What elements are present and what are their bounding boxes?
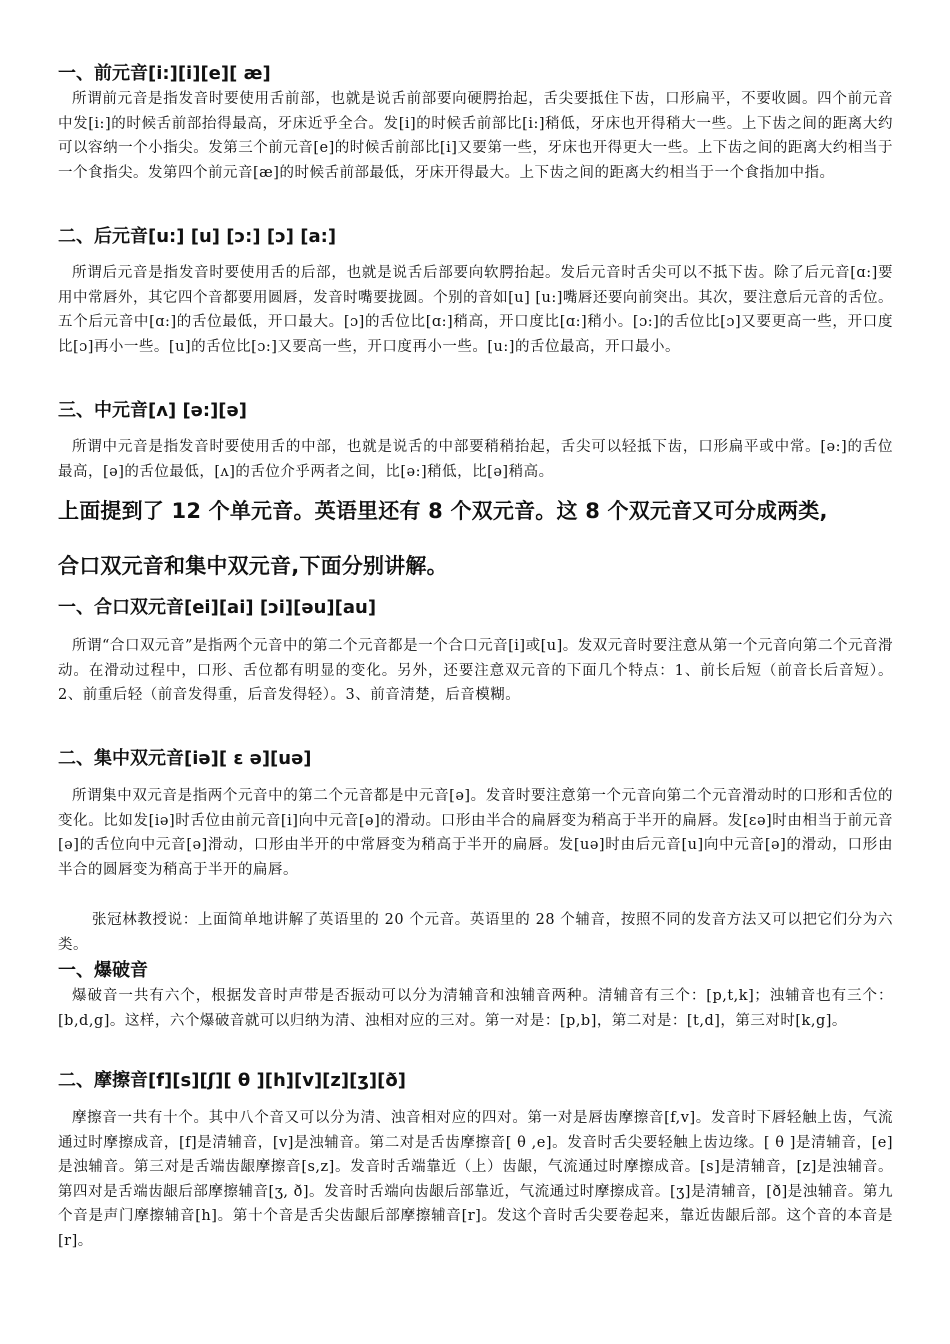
heading-front-vowels: 一、前元音[i:][i][e][ æ] bbox=[58, 63, 271, 84]
paragraph-centering-diphthongs: 所谓集中双元音是指两个元音中的第二个元音都是中元音[ə]。发音时要注意第一个元音向第二个元音滑动时的口形和舌位的变化。比如发[iə]时舌位由前元音[i]向中元音[ə]的滑动。口形由半合的扁唇变为稍高于半开的扁唇。发[ɛə]时由相当于前元音[ə]的舌位向中元音[ə]滑动，口形由半开的中常唇变为稍高于半开的扁唇。发[uə]时由后元音[u]向中元音[ə]的滑动，口形由半合的圆唇变为稍高于半开的扁唇。 bbox=[58, 788, 893, 878]
paragraph-central-vowels: 所谓中元音是指发音时要使用舌的中部，也就是说舌的中部要稍稍抬起，舌尖可以轻抵下齿，口形扁平或中常。[ə:]的舌位最高，[ə]的舌位最低，[ʌ]的舌位介乎两者之间，比[ə:]稍低，比[ə]稍高。 bbox=[58, 439, 893, 480]
heading-closing-diphthongs: 一、合口双元音[ei][ai] [ɔi][əu][au] bbox=[58, 597, 377, 618]
paragraph-consonant-note: 张冠林教授说：上面简单地讲解了英语里的 20 个元音。英语里的 28 个辅音，按照不同的发音方法又可以把它们分为六类。 bbox=[58, 912, 893, 953]
summary-line-1: 上面提到了 12 个单元音。英语里还有 8 个双元音。这 8 个双元音又可分成两类, bbox=[58, 499, 828, 523]
paragraph-back-vowels: 所谓后元音是指发音时要使用舌的后部，也就是说舌后部要向软腭抬起。发后元音时舌尖可以不抵下齿。除了后元音[ɑ:]要用中常唇外，其它四个音都要用圆唇，发音时嘴要拢圆。个别的音如[u] [u:]嘴唇还要向前突出。其次，要注意后元音的舌位。五个后元音中[ɑ:]的舌位最低，开口最大。[ɔ]的舌位比[ɑ:]稍高，开口度比[ɑ:]稍小。[ɔ:]的舌位比[ɔ]又要更高一些，开口度比[ɔ]再小一些。[u]的舌位比[ɔ:]又要高一些，开口度再小一些。[u:]的舌位最高，开口最小。 bbox=[58, 265, 893, 355]
paragraph-closing-diphthongs: 所谓“合口双元音”是指两个元音中的第二个元音都是一个合口元音[i]或[u]。发双元音时要注意从第一个元音向第二个元音滑动。在滑动过程中，口形、舌位都有明显的变化。另外，还要注意双元音的下面几个特点：1、前长后短（前音长后音短）。2、前重后轻（前音发得重，后音发得轻）。3、前音清楚，后音模糊。 bbox=[58, 638, 893, 704]
heading-fricatives: 二、摩擦音[f][s][ʃ][ θ ][h][v][z][ʒ][ð] bbox=[58, 1070, 406, 1091]
paragraph-front-vowels: 所谓前元音是指发音时要使用舌前部，也就是说舌前部要向硬腭抬起，舌尖要抵住下齿，口形扁平，不要收圆。四个前元音中发[i:]的时候舌前部抬得最高，牙床近乎全合。发[i]的时候舌前部比[i:]稍低，牙床也开得稍大一些。上下齿之间的距离大约可以容纳一个小指尖。发第三个前元音[e]的时候舌前部比[i]又要第一些，牙床也开得更大一些。上下齿之间的距离大约相当于一个食指尖。发第四个前元音[æ]的时候舌前部最低，牙床开得最大。上下齿之间的距离大约相当于一个食指加中指。 bbox=[58, 91, 893, 181]
heading-central-vowels: 三、中元音[ʌ] [ə:][ə] bbox=[58, 400, 247, 421]
heading-centering-diphthongs: 二、集中双元音[iə][ ɛ ə][uə] bbox=[58, 748, 312, 769]
paragraph-plosives: 爆破音一共有六个，根据发音时声带是否振动可以分为清辅音和浊辅音两种。清辅音有三个：[p,t,k]；浊辅音也有三个：[b,d,g]。这样，六个爆破音就可以归纳为清、浊相对应的三对。第一对是：[p,b]，第二对是：[t,d]，第三对时[k,g]。 bbox=[58, 988, 893, 1029]
summary-line-2: 合口双元音和集中双元音,下面分别讲解。 bbox=[58, 554, 448, 578]
heading-plosives: 一、爆破音 bbox=[58, 960, 148, 981]
heading-back-vowels: 二、后元音[u:] [u] [ɔ:] [ɔ] [a:] bbox=[58, 226, 337, 247]
paragraph-fricatives: 摩擦音一共有十个。其中八个音又可以分为清、浊音相对应的四对。第一对是唇齿摩擦音[f,v]。发音时下唇轻触上齿，气流通过时摩擦成音，[f]是清辅音，[v]是浊辅音。第二对是舌齿摩擦音[ θ ,e]。发音时舌尖要轻触上齿边缘。[ θ ]是清辅音，[e]是浊辅音。第三对是舌端齿龈摩擦音[s,z]。发音时舌端靠近（上）齿龈，气流通过时摩擦成音。[s]是清辅音，[z]是浊辅音。第四对是舌端齿龈后部摩擦辅音[ʒ, ð]。发音时舌端向齿龈后部靠近，气流通过时摩擦成音。[ʒ]是清辅音，[ð]是浊辅音。第九个音是声门摩擦辅音[h]。第十个音是舌尖齿龈后部摩擦辅音[r]。发这个音时舌尖要卷起来，靠近齿龈后部。这个音的本音是[r]。 bbox=[58, 1110, 893, 1249]
